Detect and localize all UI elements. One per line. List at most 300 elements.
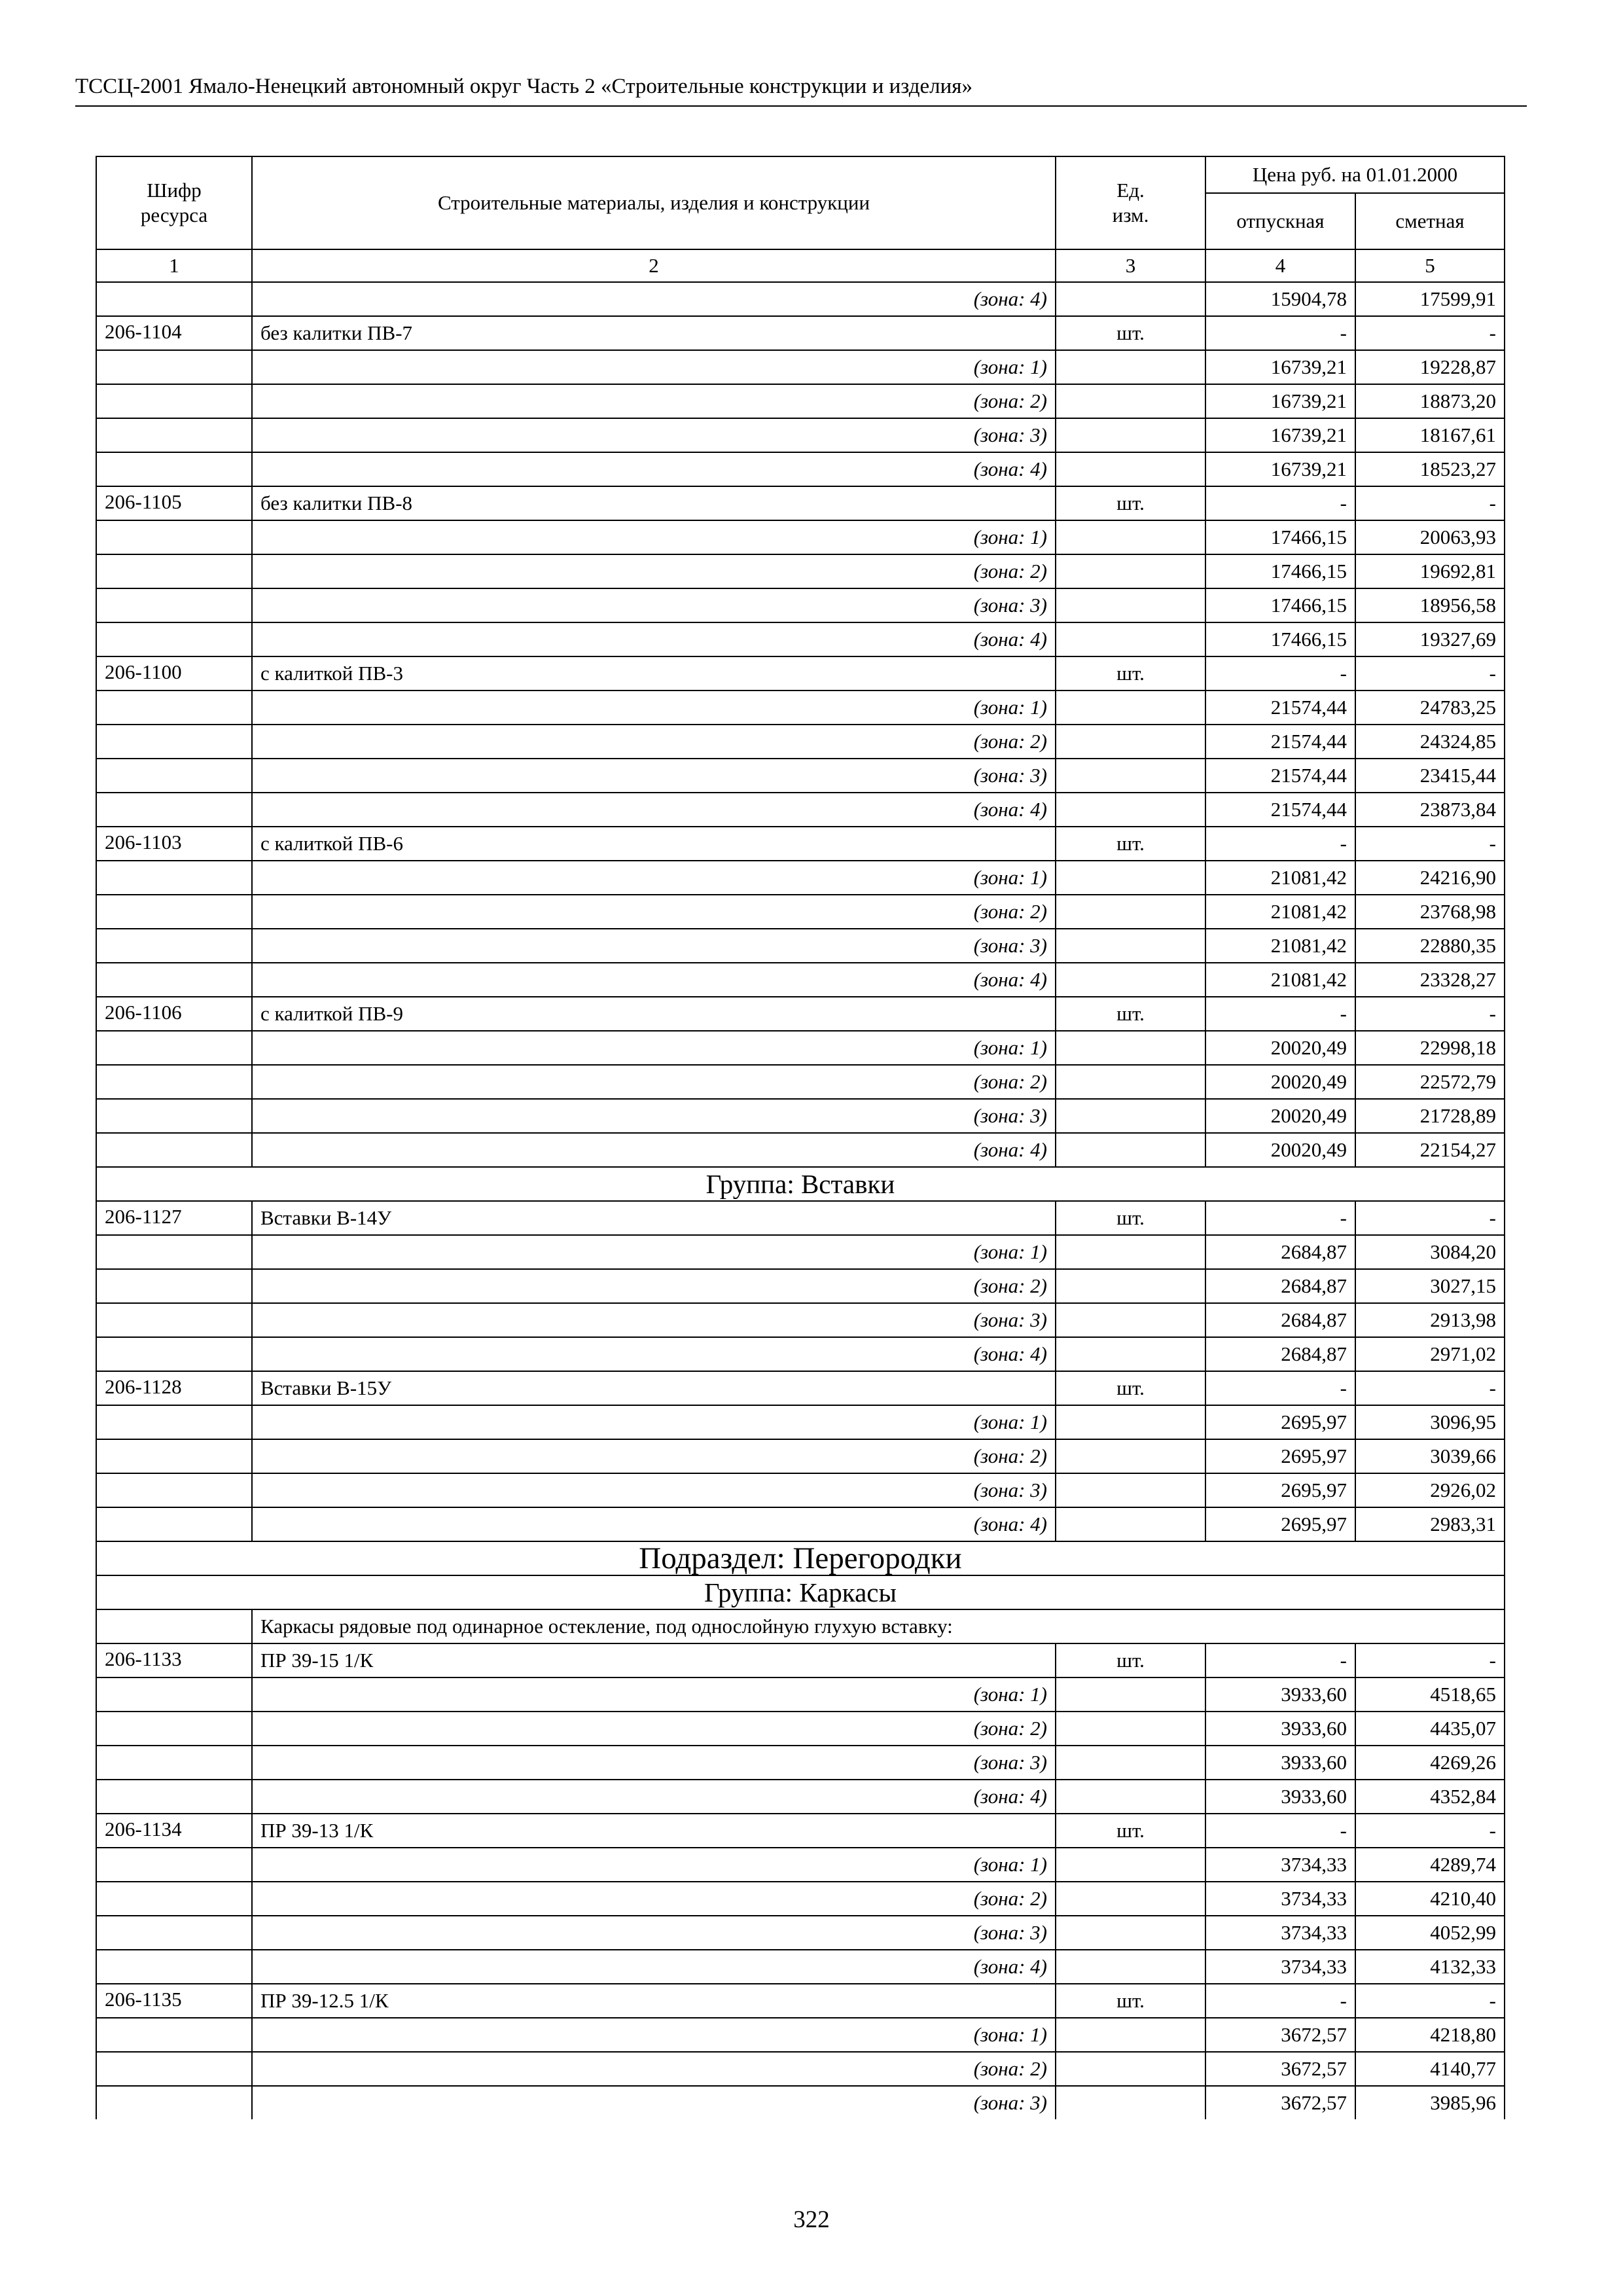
cell-release: 20020,49 bbox=[1205, 1099, 1355, 1133]
cell-unit: шт. bbox=[1056, 1643, 1205, 1677]
cell-unit: шт. bbox=[1056, 1814, 1205, 1848]
cell-unit: шт. bbox=[1056, 827, 1205, 861]
cell-zone: (зона: 1) bbox=[252, 520, 1056, 554]
cell-code: 206-1103 bbox=[96, 827, 252, 861]
table-body-a bbox=[96, 282, 1505, 1167]
cell-estimate: 18873,20 bbox=[1355, 384, 1505, 418]
cell-unit bbox=[1056, 691, 1205, 725]
cell-code: 206-1104 bbox=[96, 316, 252, 350]
cell-unit bbox=[1056, 418, 1205, 452]
cell-code bbox=[96, 1133, 252, 1167]
table-row bbox=[96, 1303, 1505, 1337]
cell-estimate: - bbox=[1355, 1814, 1505, 1848]
page-header: ТССЦ-2001 Ямало-Ненецкий автономный округ Часть 2 «Строительные конструкции и изделия» bbox=[75, 75, 972, 98]
cell-estimate: 23873,84 bbox=[1355, 793, 1505, 827]
table-row bbox=[96, 486, 1505, 520]
cell-estimate: 3084,20 bbox=[1355, 1235, 1505, 1269]
cell-zone: (зона: 3) bbox=[252, 588, 1056, 622]
cell-name: с калиткой ПВ-3 bbox=[252, 656, 1056, 691]
cell-release: 16739,21 bbox=[1205, 452, 1355, 486]
cell-estimate: 17599,91 bbox=[1355, 282, 1505, 316]
cell-zone: (зона: 4) bbox=[252, 963, 1056, 997]
cell-zone: (зона: 4) bbox=[252, 1950, 1056, 1984]
cell-release: 17466,15 bbox=[1205, 622, 1355, 656]
table-row bbox=[96, 1405, 1505, 1439]
table-row bbox=[96, 929, 1505, 963]
cell-code bbox=[96, 1746, 252, 1780]
cell-unit bbox=[1056, 963, 1205, 997]
cell-unit bbox=[1056, 929, 1205, 963]
cell-code bbox=[96, 1507, 252, 1541]
cell-code bbox=[96, 759, 252, 793]
cell-zone: (зона: 3) bbox=[252, 1099, 1056, 1133]
table-row bbox=[96, 1371, 1505, 1405]
cell-release: - bbox=[1205, 486, 1355, 520]
cell-unit bbox=[1056, 1950, 1205, 1984]
table-row bbox=[96, 1439, 1505, 1473]
cell-release: 3672,57 bbox=[1205, 2018, 1355, 2052]
page-number: 322 bbox=[793, 2206, 830, 2233]
cell-estimate: - bbox=[1355, 1643, 1505, 1677]
cell-unit bbox=[1056, 1439, 1205, 1473]
table-row bbox=[96, 622, 1505, 656]
cell-release: 21081,42 bbox=[1205, 929, 1355, 963]
cell-estimate: 4352,84 bbox=[1355, 1780, 1505, 1814]
cell-unit: шт. bbox=[1056, 1201, 1205, 1235]
cell-code bbox=[96, 1031, 252, 1065]
cell-unit bbox=[1056, 1746, 1205, 1780]
cell-unit bbox=[1056, 452, 1205, 486]
group-row-frames bbox=[96, 1575, 1505, 1609]
cell-estimate: 19327,69 bbox=[1355, 622, 1505, 656]
cell-estimate: 4518,65 bbox=[1355, 1677, 1505, 1712]
cell-code bbox=[96, 1609, 252, 1643]
table-row bbox=[96, 793, 1505, 827]
cell-estimate: 4210,40 bbox=[1355, 1882, 1505, 1916]
cell-code bbox=[96, 1405, 252, 1439]
table-row bbox=[96, 1916, 1505, 1950]
table-row bbox=[96, 861, 1505, 895]
cell-estimate: 3027,15 bbox=[1355, 1269, 1505, 1303]
cell-estimate: 19228,87 bbox=[1355, 350, 1505, 384]
table-row bbox=[96, 520, 1505, 554]
cell-estimate: 22880,35 bbox=[1355, 929, 1505, 963]
cell-name: ПР 39-12.5 1/К bbox=[252, 1984, 1056, 2018]
cell-unit: шт. bbox=[1056, 1984, 1205, 2018]
cell-estimate: - bbox=[1355, 486, 1505, 520]
cell-code bbox=[96, 963, 252, 997]
cell-unit bbox=[1056, 554, 1205, 588]
cell-zone: (зона: 2) bbox=[252, 1712, 1056, 1746]
col-header-name: Строительные материалы, изделия и конструкции bbox=[252, 156, 1056, 249]
cell-code bbox=[96, 793, 252, 827]
cell-code: 206-1127 bbox=[96, 1201, 252, 1235]
cell-estimate: 2983,31 bbox=[1355, 1507, 1505, 1541]
col-header-unit: Ед. изм. bbox=[1056, 156, 1205, 249]
table-row bbox=[96, 963, 1505, 997]
cell-estimate: 22998,18 bbox=[1355, 1031, 1505, 1065]
cell-zone: (зона: 1) bbox=[252, 2018, 1056, 2052]
cell-code bbox=[96, 725, 252, 759]
cell-zone: (зона: 2) bbox=[252, 1269, 1056, 1303]
cell-zone: (зона: 1) bbox=[252, 1405, 1056, 1439]
cell-name: без калитки ПВ-8 bbox=[252, 486, 1056, 520]
cell-estimate: 20063,93 bbox=[1355, 520, 1505, 554]
cell-release: 2684,87 bbox=[1205, 1235, 1355, 1269]
cell-release: 3933,60 bbox=[1205, 1677, 1355, 1712]
cell-unit bbox=[1056, 759, 1205, 793]
table-row bbox=[96, 2018, 1505, 2052]
cell-zone: (зона: 1) bbox=[252, 1235, 1056, 1269]
col-header-code: Шифр ресурса bbox=[96, 156, 252, 249]
cell-unit bbox=[1056, 1303, 1205, 1337]
cell-name: ПР 39-13 1/К bbox=[252, 1814, 1056, 1848]
cell-estimate: 22154,27 bbox=[1355, 1133, 1505, 1167]
cell-unit bbox=[1056, 622, 1205, 656]
col-number-1: 1 bbox=[96, 249, 252, 282]
cell-estimate: 4218,80 bbox=[1355, 2018, 1505, 2052]
cell-release: - bbox=[1205, 997, 1355, 1031]
cell-estimate: - bbox=[1355, 1371, 1505, 1405]
cell-release: 21574,44 bbox=[1205, 793, 1355, 827]
cell-zone: (зона: 4) bbox=[252, 1133, 1056, 1167]
cell-release: - bbox=[1205, 1201, 1355, 1235]
cell-code bbox=[96, 1780, 252, 1814]
table-row bbox=[96, 827, 1505, 861]
cell-code bbox=[96, 1439, 252, 1473]
cell-name: с калиткой ПВ-6 bbox=[252, 827, 1056, 861]
cell-code: 206-1134 bbox=[96, 1814, 252, 1848]
table-row bbox=[96, 316, 1505, 350]
cell-estimate: - bbox=[1355, 997, 1505, 1031]
cell-code bbox=[96, 554, 252, 588]
header-rule bbox=[75, 105, 1527, 107]
cell-code bbox=[96, 622, 252, 656]
cell-release: 15904,78 bbox=[1205, 282, 1355, 316]
cell-zone: (зона: 1) bbox=[252, 1677, 1056, 1712]
cell-estimate: 18167,61 bbox=[1355, 418, 1505, 452]
cell-release: 16739,21 bbox=[1205, 384, 1355, 418]
cell-release: 16739,21 bbox=[1205, 350, 1355, 384]
cell-zone: (зона: 2) bbox=[252, 725, 1056, 759]
col-number-4: 4 bbox=[1205, 249, 1355, 282]
cell-code bbox=[96, 2052, 252, 2086]
table-row bbox=[96, 725, 1505, 759]
cell-code bbox=[96, 282, 252, 316]
cell-estimate: 4269,26 bbox=[1355, 1746, 1505, 1780]
subsection-title: Подраздел: Перегородки bbox=[96, 1541, 1505, 1575]
table-row bbox=[96, 1099, 1505, 1133]
cell-release: - bbox=[1205, 1643, 1355, 1677]
cell-unit bbox=[1056, 1848, 1205, 1882]
cell-estimate: 24324,85 bbox=[1355, 725, 1505, 759]
cell-release: 21081,42 bbox=[1205, 963, 1355, 997]
cell-unit bbox=[1056, 895, 1205, 929]
cell-estimate: 21728,89 bbox=[1355, 1099, 1505, 1133]
cell-release: 3933,60 bbox=[1205, 1780, 1355, 1814]
cell-zone: (зона: 2) bbox=[252, 1882, 1056, 1916]
cell-unit bbox=[1056, 1405, 1205, 1439]
group-title: Группа: Каркасы bbox=[96, 1575, 1505, 1609]
cell-unit bbox=[1056, 1235, 1205, 1269]
col-number-3: 3 bbox=[1056, 249, 1205, 282]
cell-estimate: 4435,07 bbox=[1355, 1712, 1505, 1746]
cell-zone: (зона: 3) bbox=[252, 1473, 1056, 1507]
cell-release: 2695,97 bbox=[1205, 1507, 1355, 1541]
cell-release: 3933,60 bbox=[1205, 1746, 1355, 1780]
table-row bbox=[96, 1882, 1505, 1916]
cell-unit bbox=[1056, 793, 1205, 827]
table-body-c bbox=[96, 1643, 1505, 2119]
cell-code bbox=[96, 588, 252, 622]
cell-unit: шт. bbox=[1056, 1371, 1205, 1405]
cell-release: 21081,42 bbox=[1205, 861, 1355, 895]
group-title: Группа: Вставки bbox=[96, 1167, 1505, 1201]
cell-code: 206-1106 bbox=[96, 997, 252, 1031]
cell-code bbox=[96, 861, 252, 895]
table-row bbox=[96, 418, 1505, 452]
table-row bbox=[96, 1814, 1505, 1848]
cell-zone: (зона: 3) bbox=[252, 418, 1056, 452]
table-row bbox=[96, 1950, 1505, 1984]
cell-code bbox=[96, 384, 252, 418]
cell-code bbox=[96, 929, 252, 963]
cell-code bbox=[96, 1677, 252, 1712]
table-body-b bbox=[96, 1201, 1505, 1541]
cell-zone: (зона: 4) bbox=[252, 622, 1056, 656]
table-row bbox=[96, 452, 1505, 486]
table-row bbox=[96, 1780, 1505, 1814]
table-row bbox=[96, 1031, 1505, 1065]
cell-zone: (зона: 2) bbox=[252, 554, 1056, 588]
note-text: Каркасы рядовые под одинарное остекление, под однослойную глухую вставку: bbox=[252, 1609, 1505, 1643]
table-row bbox=[96, 554, 1505, 588]
cell-name: ПР 39-15 1/К bbox=[252, 1643, 1056, 1677]
cell-estimate: 4132,33 bbox=[1355, 1950, 1505, 1984]
cell-estimate: 23768,98 bbox=[1355, 895, 1505, 929]
cell-code: 206-1135 bbox=[96, 1984, 252, 2018]
cell-code bbox=[96, 418, 252, 452]
cell-release: 20020,49 bbox=[1205, 1133, 1355, 1167]
table-row bbox=[96, 1677, 1505, 1712]
cell-estimate: 2971,02 bbox=[1355, 1337, 1505, 1371]
cell-estimate: 24783,25 bbox=[1355, 691, 1505, 725]
cell-unit bbox=[1056, 725, 1205, 759]
cell-unit bbox=[1056, 1882, 1205, 1916]
cell-zone: (зона: 1) bbox=[252, 1848, 1056, 1882]
cell-code bbox=[96, 350, 252, 384]
table-row bbox=[96, 691, 1505, 725]
cell-unit bbox=[1056, 1337, 1205, 1371]
cell-estimate: - bbox=[1355, 316, 1505, 350]
cell-unit: шт. bbox=[1056, 486, 1205, 520]
cell-unit bbox=[1056, 588, 1205, 622]
cell-release: 2695,97 bbox=[1205, 1473, 1355, 1507]
table-row bbox=[96, 1065, 1505, 1099]
cell-zone: (зона: 4) bbox=[252, 793, 1056, 827]
cell-zone: (зона: 2) bbox=[252, 1065, 1056, 1099]
cell-zone: (зона: 4) bbox=[252, 452, 1056, 486]
cell-estimate: 22572,79 bbox=[1355, 1065, 1505, 1099]
cell-name: с калиткой ПВ-9 bbox=[252, 997, 1056, 1031]
cell-release: 2684,87 bbox=[1205, 1303, 1355, 1337]
table-row bbox=[96, 759, 1505, 793]
table-row bbox=[96, 1201, 1505, 1235]
cell-unit bbox=[1056, 1916, 1205, 1950]
cell-unit bbox=[1056, 282, 1205, 316]
table-row bbox=[96, 656, 1505, 691]
cell-code: 206-1105 bbox=[96, 486, 252, 520]
cell-release: - bbox=[1205, 1371, 1355, 1405]
cell-release: 2695,97 bbox=[1205, 1439, 1355, 1473]
cell-code bbox=[96, 452, 252, 486]
cell-code bbox=[96, 1303, 252, 1337]
table-row bbox=[96, 1712, 1505, 1746]
cell-unit bbox=[1056, 861, 1205, 895]
cell-release: 2695,97 bbox=[1205, 1405, 1355, 1439]
cell-code bbox=[96, 2086, 252, 2119]
cell-release: - bbox=[1205, 1814, 1355, 1848]
cell-unit bbox=[1056, 1099, 1205, 1133]
cell-unit: шт. bbox=[1056, 997, 1205, 1031]
cell-name: без калитки ПВ-7 bbox=[252, 316, 1056, 350]
cell-zone: (зона: 1) bbox=[252, 691, 1056, 725]
cell-unit bbox=[1056, 384, 1205, 418]
cell-release: 16739,21 bbox=[1205, 418, 1355, 452]
table-row bbox=[96, 1269, 1505, 1303]
cell-release: 20020,49 bbox=[1205, 1065, 1355, 1099]
cell-release: 3734,33 bbox=[1205, 1882, 1355, 1916]
cell-release: 2684,87 bbox=[1205, 1269, 1355, 1303]
col-header-estimate: сметная bbox=[1355, 193, 1505, 249]
cell-code bbox=[96, 2018, 252, 2052]
cell-zone: (зона: 1) bbox=[252, 350, 1056, 384]
cell-estimate: 18523,27 bbox=[1355, 452, 1505, 486]
cell-estimate: 2913,98 bbox=[1355, 1303, 1505, 1337]
cell-zone: (зона: 4) bbox=[252, 1337, 1056, 1371]
table-row bbox=[96, 1746, 1505, 1780]
cell-zone: (зона: 4) bbox=[252, 282, 1056, 316]
cell-code bbox=[96, 520, 252, 554]
table-row bbox=[96, 2086, 1505, 2119]
note-row bbox=[96, 1609, 1505, 1643]
cell-unit bbox=[1056, 1065, 1205, 1099]
cell-unit bbox=[1056, 1780, 1205, 1814]
cell-estimate: - bbox=[1355, 656, 1505, 691]
cell-release: 3933,60 bbox=[1205, 1712, 1355, 1746]
cell-release: 2684,87 bbox=[1205, 1337, 1355, 1371]
cell-unit bbox=[1056, 520, 1205, 554]
cell-code bbox=[96, 1065, 252, 1099]
table-row bbox=[96, 384, 1505, 418]
cell-release: 21574,44 bbox=[1205, 759, 1355, 793]
cell-code bbox=[96, 895, 252, 929]
cell-release: - bbox=[1205, 827, 1355, 861]
cell-code bbox=[96, 1916, 252, 1950]
cell-zone: (зона: 3) bbox=[252, 2086, 1056, 2119]
cell-name: Вставки В-15У bbox=[252, 1371, 1056, 1405]
cell-code bbox=[96, 1337, 252, 1371]
col-number-2: 2 bbox=[252, 249, 1056, 282]
cell-zone: (зона: 4) bbox=[252, 1507, 1056, 1541]
cell-unit bbox=[1056, 1269, 1205, 1303]
cell-code bbox=[96, 1848, 252, 1882]
cell-code bbox=[96, 1882, 252, 1916]
table-row bbox=[96, 282, 1505, 316]
cell-unit bbox=[1056, 2086, 1205, 2119]
cell-release: - bbox=[1205, 1984, 1355, 2018]
table-row bbox=[96, 1643, 1505, 1677]
cell-code: 206-1133 bbox=[96, 1643, 252, 1677]
cell-zone: (зона: 2) bbox=[252, 895, 1056, 929]
cell-release: - bbox=[1205, 316, 1355, 350]
cell-code bbox=[96, 1099, 252, 1133]
cell-unit bbox=[1056, 1473, 1205, 1507]
cell-estimate: 23328,27 bbox=[1355, 963, 1505, 997]
cell-zone: (зона: 3) bbox=[252, 1746, 1056, 1780]
cell-release: 17466,15 bbox=[1205, 520, 1355, 554]
subsection-row-partitions bbox=[96, 1541, 1505, 1575]
cell-estimate: 2926,02 bbox=[1355, 1473, 1505, 1507]
cell-release: 21081,42 bbox=[1205, 895, 1355, 929]
table-row bbox=[96, 1133, 1505, 1167]
col-header-price-group: Цена руб. на 01.01.2000 bbox=[1205, 156, 1505, 193]
table-row bbox=[96, 895, 1505, 929]
table-row bbox=[96, 1848, 1505, 1882]
cell-estimate: 3039,66 bbox=[1355, 1439, 1505, 1473]
cell-release: 17466,15 bbox=[1205, 588, 1355, 622]
cell-unit bbox=[1056, 1133, 1205, 1167]
cell-unit bbox=[1056, 1712, 1205, 1746]
cell-release: 3734,33 bbox=[1205, 1848, 1355, 1882]
cell-zone: (зона: 2) bbox=[252, 2052, 1056, 2086]
cell-zone: (зона: 3) bbox=[252, 759, 1056, 793]
cell-code bbox=[96, 1235, 252, 1269]
cell-unit bbox=[1056, 2018, 1205, 2052]
cell-release: 3672,57 bbox=[1205, 2052, 1355, 2086]
table-row bbox=[96, 2052, 1505, 2086]
cell-estimate: - bbox=[1355, 827, 1505, 861]
cell-code bbox=[96, 1712, 252, 1746]
cell-zone: (зона: 2) bbox=[252, 384, 1056, 418]
cell-unit bbox=[1056, 2052, 1205, 2086]
cell-code bbox=[96, 1269, 252, 1303]
cell-estimate: 19692,81 bbox=[1355, 554, 1505, 588]
cell-estimate: 23415,44 bbox=[1355, 759, 1505, 793]
cell-zone: (зона: 3) bbox=[252, 1916, 1056, 1950]
cell-name: Вставки В-14У bbox=[252, 1201, 1056, 1235]
cell-unit: шт. bbox=[1056, 656, 1205, 691]
cell-zone: (зона: 3) bbox=[252, 1303, 1056, 1337]
cell-unit bbox=[1056, 1677, 1205, 1712]
cell-zone: (зона: 4) bbox=[252, 1780, 1056, 1814]
cell-estimate: 3096,95 bbox=[1355, 1405, 1505, 1439]
cell-unit bbox=[1056, 350, 1205, 384]
cell-release: 21574,44 bbox=[1205, 691, 1355, 725]
cell-release: 17466,15 bbox=[1205, 554, 1355, 588]
cell-unit bbox=[1056, 1507, 1205, 1541]
price-table bbox=[96, 156, 1505, 2119]
cell-estimate: - bbox=[1355, 1201, 1505, 1235]
cell-estimate: 18956,58 bbox=[1355, 588, 1505, 622]
cell-release: 3734,33 bbox=[1205, 1950, 1355, 1984]
cell-code: 206-1100 bbox=[96, 656, 252, 691]
table-row bbox=[96, 1337, 1505, 1371]
cell-estimate: 4140,77 bbox=[1355, 2052, 1505, 2086]
table-row bbox=[96, 350, 1505, 384]
cell-zone: (зона: 2) bbox=[252, 1439, 1056, 1473]
cell-estimate: 24216,90 bbox=[1355, 861, 1505, 895]
